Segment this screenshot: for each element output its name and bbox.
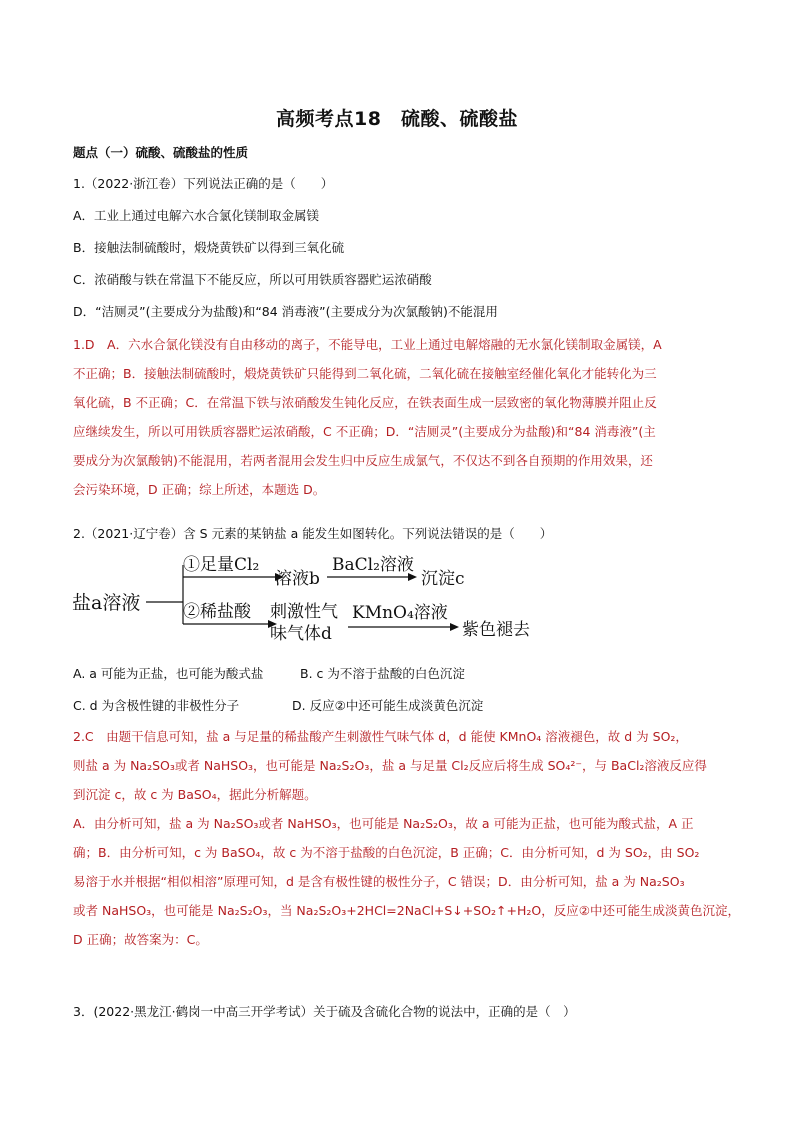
section-heading: 题点（一）硫酸、硫酸盐的性质 xyxy=(73,145,249,160)
q1-answer-line: 会污染环境，D 正确；综上所述，本题选 D。 xyxy=(73,482,326,497)
bacl2-reagent: BaCl₂溶液 xyxy=(332,555,414,575)
q2-answer-line: 易溶于水并根据“相似相溶”原理可知，d 是含有极性键的极性分子，C 错误；D．由分析可知，盐 a 为 Na₂SO₃ xyxy=(73,874,685,889)
q2-answer-line: 2.C 由题干信息可知，盐 a 与足量的稀盐酸产生刺激性气味气体 d，d 能使 KMnO₄ 溶液褪色，故 d 为 SO₂， xyxy=(73,729,688,744)
q1-answer xyxy=(73,330,741,504)
q2-answer-line: A．由分析可知，盐 a 为 Na₂SO₃或者 NaHSO₃，也可能是 Na₂S₂O₃，故 a 可能为正盐，也可能为酸式盐，A 正 xyxy=(73,816,694,831)
q2-answer-line: D 正确；故答案为：C。 xyxy=(73,932,208,947)
q1-option-d: D．“洁厕灵”(主要成分为盐酸)和“84 消毒液”(主要成分为次氯酸钠)不能混用 xyxy=(73,304,498,319)
precipitate-c: 沉淀c xyxy=(421,569,465,589)
solution-b: 溶液b xyxy=(275,569,320,589)
q1-answer-line: 要成分为次氯酸钠)不能混用，若两者混用会发生归中反应生成氯气，不仅达不到各自预期的作用效果，还 xyxy=(73,453,653,468)
q1-answer-line: 应继续发生，所以可用铁质容器贮运浓硝酸，C 不正确；D．“洁厕灵”(主要成分为盐酸)和“84 消毒液”(主 xyxy=(73,424,656,439)
q2-option-d: D. 反应②中还可能生成淡黄色沉淀 xyxy=(292,698,484,713)
q2-option-a: A. a 可能为正盐，也可能为酸式盐 xyxy=(73,666,264,681)
arrow-head xyxy=(450,623,459,631)
q1-option-b: B．接触法制硫酸时，煅烧黄铁矿以得到三氧化硫 xyxy=(73,240,345,255)
q2-answer xyxy=(73,722,741,954)
q2-answer-line: 则盐 a 为 Na₂SO₃或者 NaHSO₃，也可能是 Na₂S₂O₃，盐 a 与足量 Cl₂反应后将生成 SO₄²⁻，与 BaCl₂溶液反应得 xyxy=(73,758,707,773)
q1-answer-line: 1.D A．六水合氯化镁没有自由移动的离子，不能导电，工业上通过电解熔融的无水氯化镁制取金属镁，A xyxy=(73,337,662,352)
q2-option-b: B. c 为不溶于盐酸的白色沉淀 xyxy=(300,666,465,681)
reaction-scheme-diagram xyxy=(70,547,670,647)
step2-reagent: ②稀盐酸 xyxy=(183,602,251,622)
q1-stem: 1.（2022·浙江卷）下列说法正确的是（ ） xyxy=(73,176,334,191)
q2-stem: 2.（2021·辽宁卷）含 S 元素的某钠盐 a 能发生如图转化。下列说法错误的是（ ） xyxy=(73,526,553,541)
q2-answer-line: 到沉淀 c，故 c 为 BaSO₄，据此分析解题。 xyxy=(73,787,317,802)
q2-answer-line: 确；B．由分析可知，c 为 BaSO₄，故 c 为不溶于盐酸的白色沉淀，B 正确；C．由分析可知，d 为 SO₂，由 SO₂ xyxy=(73,845,700,860)
decolorize-result: 紫色褪去 xyxy=(462,620,530,640)
kmno4-reagent: KMnO₄溶液 xyxy=(352,603,448,623)
q1-answer-line: 不正确；B．接触法制硫酸时，煅烧黄铁矿只能得到二氧化硫，二氧化硫在接触室经催化氧化才能转化为三 xyxy=(73,366,657,381)
q1-option-c: C．浓硝酸与铁在常温下不能反应，所以可用铁质容器贮运浓硝酸 xyxy=(73,272,432,287)
gas-d-line1: 刺激性气 xyxy=(270,602,338,622)
q3-stem: 3．(2022·黑龙江·鹤岗一中高三开学考试）关于硫及含硫化合物的说法中，正确的是（ ） xyxy=(73,1004,576,1019)
q2-answer-line: 或者 NaHSO₃，也可能是 Na₂S₂O₃，当 Na₂S₂O₃+2HCl=2NaCl+S↓+SO₂↑+H₂O，反应②中还可能生成淡黄色沉淀， xyxy=(73,903,740,918)
page-title: 高频考点18 硫酸、硫酸盐 xyxy=(276,108,518,130)
step1-reagent: ①足量Cl₂ xyxy=(183,555,260,575)
q2-option-c: C. d 为含极性键的非极性分子 xyxy=(73,698,240,713)
gas-d-line2: 味气体d xyxy=(270,624,332,644)
start-salt-label: 盐a溶液 xyxy=(72,592,141,614)
q1-option-a: A．工业上通过电解六水合氯化镁制取金属镁 xyxy=(73,208,320,223)
q1-answer-line: 氧化硫，B 不正确；C．在常温下铁与浓硝酸发生钝化反应，在铁表面生成一层致密的氧化物薄膜并阻止反 xyxy=(73,395,657,410)
